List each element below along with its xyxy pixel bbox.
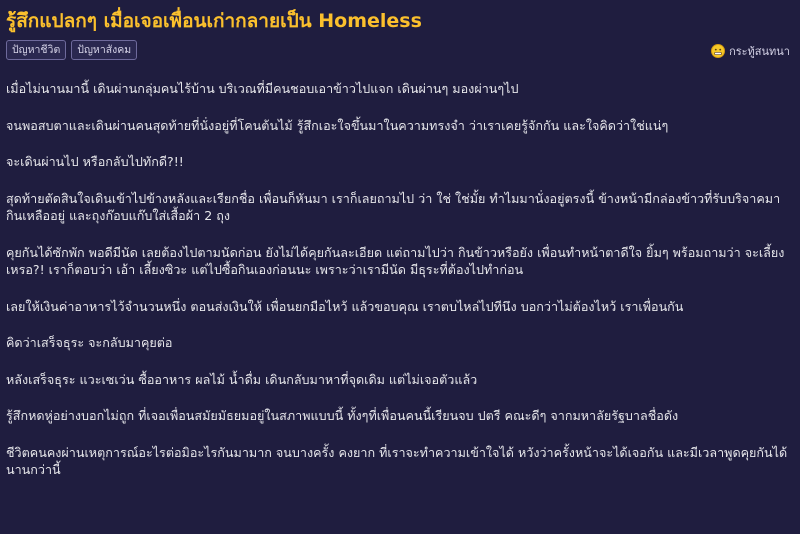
post-paragraph-5: คุยกันได้ซักพัก พอดีมีนัด เลยต้องไปตามนัดก่อน ยังไม่ได้คุยกันละเอียด แต่ถามไปว่า กินข้าวหรือยัง เพื่อนทำหน้าตาดีใจ ยิ้มๆ พร้อมถามว่า จะเลี้ยงเหรอ?! เราก็ตอบว่า เอ้า เลี้ยงซิวะ แต่ไปซื้อกินเองก่อนนะ เพราะว่าเรามีนัด มีธุระที่ต้องไปทำก่อน bbox=[6, 244, 785, 277]
post-paragraph-3: จะเดินผ่านไป หรือกลับไปทักดี?!! bbox=[6, 154, 184, 169]
post-paragraph-8: หลังเสร็จธุระ แวะเซเว่น ซื้ออาหาร ผลไม้ น้ำดื่ม เดินกลับมาหาที่จุดเดิม แต่ไม่เจอตัวแล้ว bbox=[6, 371, 478, 387]
post-paragraph-10: ชีวิตคนคงผ่านเหตุการณ์อะไรต่อมิอะไรกันมามาก จนบางครั้ง คงยาก ที่เราจะทำความเข้าใจได้ หวังว่าครั้งหน้าจะได้เจอกัน และมีเวลาพูดคุยกันได้นานกว่านี้ bbox=[6, 444, 788, 477]
post-paragraph-4: สุดท้ายตัดสินใจเดินเข้าไปข้างหลังและเรียกชื่อ เพื่อนก็หันมา เราก็เลยถามไป ว่า ใช่ ใช่มั้ย ทำไมมานั่งอยู่ตรงนี้ ข้างหน้ามีกล่องข้าวที่รับบริจาคมา กินเหลืออยู่ และถุงก๊อบแก๊บใส่เสื้อผ้า 2 ถุง bbox=[6, 190, 781, 223]
emoji-room-icon bbox=[711, 44, 725, 58]
post-paragraph-7: คิดว่าเสร็จธุระ จะกลับมาคุยต่อ bbox=[6, 335, 173, 350]
room-label: กระทู้สนทนา bbox=[729, 45, 790, 58]
tag-social-problem[interactable]: ปัญหาสังคม bbox=[71, 40, 137, 60]
tag-life-problem[interactable]: ปัญหาชีวิต bbox=[6, 40, 66, 60]
post-paragraph-1: เมื่อไม่นานมานี้ เดินผ่านกลุ่มคนไร้บ้าน บริเวณที่มีคนชอบเอาข้าวไปแจก เดินผ่านๆ มองผ่านๆไป bbox=[6, 81, 519, 96]
post-paragraph-6: เลยให้เงินค่าอาหารไว้จำนวนหนึ่ง ตอนส่งเงินให้ เพื่อนยกมือไหว้ แล้วขอบคุณ เราตบไหล่ไปทีนึง บอกว่าไม่ต้องไหว้ เราเพื่อนกัน bbox=[6, 298, 684, 314]
post-title: รู้สึกแปลกๆ เมื่อเจอเพื่อนเก่ากลายเป็น Homeless bbox=[6, 10, 422, 32]
tag-list bbox=[6, 40, 137, 60]
post-paragraph-9: รู้สึกหดหู่อย่างบอกไม่ถูก ที่เจอเพื่อนสมัยมัธยมอยู่ในสภาพแบบนี้ ทั้งๆที่เพื่อนคนนี้เรียนจบ ปตรี คณะดีๆ จากมหาลัยรัฐบาลชื่อดัง bbox=[6, 408, 679, 423]
post-paragraph-2: จนพอสบตาและเดินผ่านคนสุดท้ายที่นั่งอยู่ที่โคนต้นไม้ รู้สึกเอะใจขึ้นมาในความทรงจำ ว่าเราเคยรู้จักกัน และใจคิดว่าใช่แน่ๆ bbox=[6, 117, 669, 133]
post-body bbox=[6, 80, 790, 479]
room-link[interactable] bbox=[711, 42, 790, 60]
